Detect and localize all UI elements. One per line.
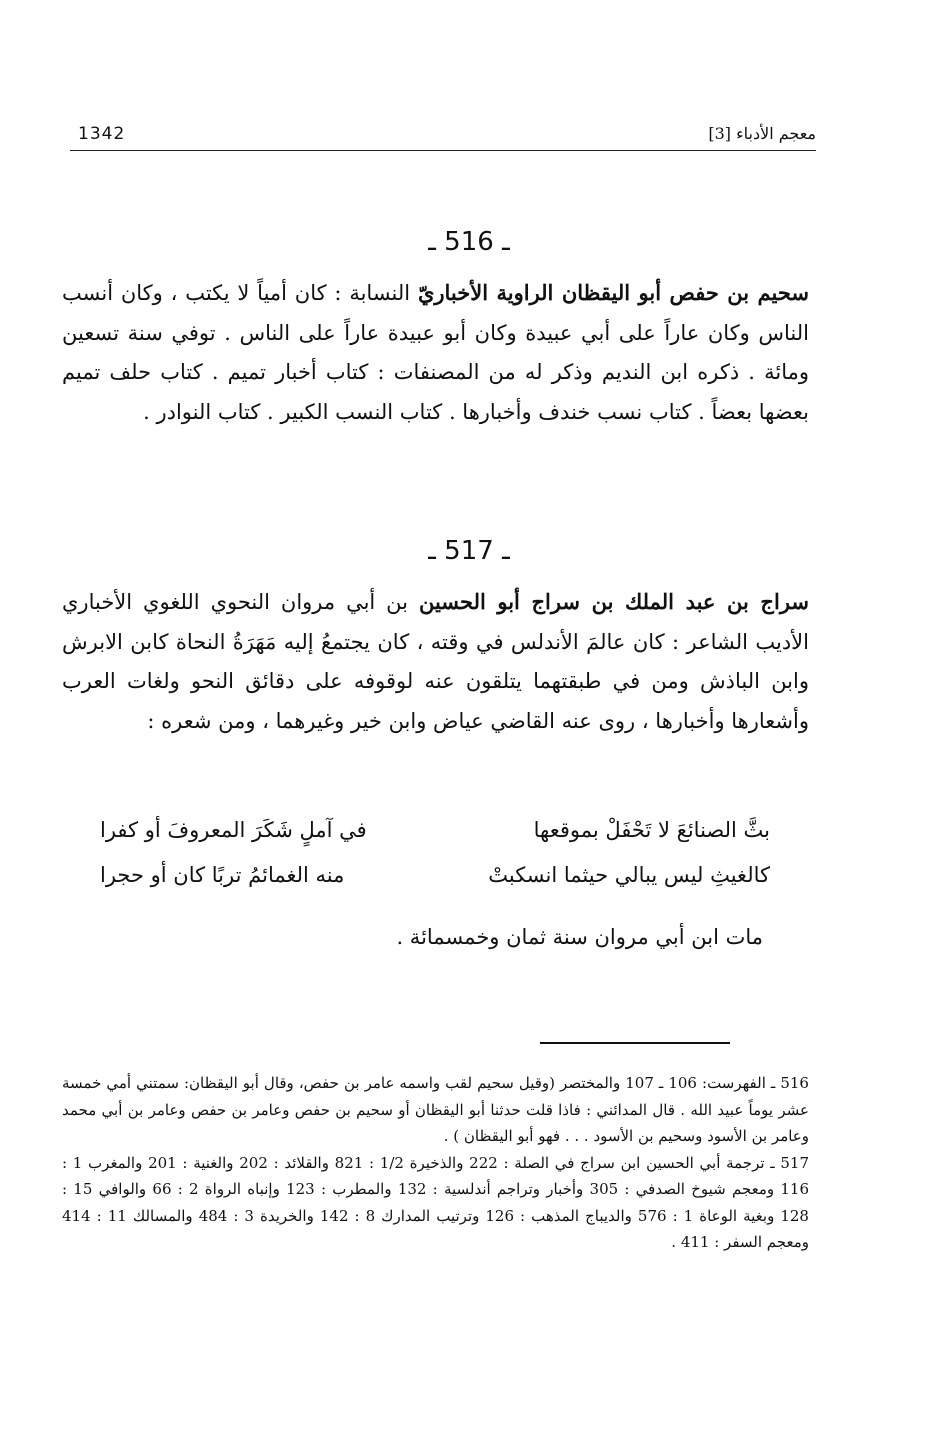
verse-line: [100, 818, 770, 848]
footnotes: [62, 1070, 809, 1256]
verse-second-hemistich: منه الغمائمُ تربًا كان أو حجرا: [100, 863, 345, 887]
footnote-rule: [540, 1042, 730, 1044]
entry-517-name: سراج بن عبد الملك بن سراج أبو الحسين: [418, 589, 809, 614]
page-number: 1342: [78, 124, 126, 144]
entry-516-text: النسابة : كان أمياً لا يكتب ، وكان أنسب الناس وكان عاراً على أبي عبيدة وكان أبو عبيدة عاراً على الناس . توفي سنة تسعين ومائة . ذكره ابن النديم وذكر له من المصنفات : كتاب أخبار تميم . كتاب حلف تميم بعضها بعضاً . كتاب نسب خندف وأخبارها . كتاب النسب الكبير . كتاب النوادر .: [62, 281, 809, 424]
entry-517-text: بن أبي مروان النحوي اللغوي الأخباري الأديب الشاعر : كان عالمَ الأندلس في وقته ، كان يجتمعُ إليه مَهَرَةُ النحاة كابن الابرش وابن الباذش ومن في طبقتهما يتلقون عنه لوقوفه على دقائق النحو ولغات العرب وأشعارها وأخبارها ، روى عنه القاضي عياض وابن خير وغيرهما ، ومن شعره :: [62, 590, 809, 733]
page-header: [70, 124, 816, 148]
entry-516-number: ـ 516 ـ: [428, 227, 510, 257]
running-title: معجم الأدباء [3]: [708, 124, 816, 143]
verse-first-hemistich: بثَّ الصنائعَ لا تَحْفَلْ بموقعها: [533, 818, 770, 842]
footnote-517: 517 ـ ترجمة أبي الحسين ابن سراج في الصلة : 222 والذخيرة 1/2 : 821 والقلائد : 202 والغنية : 201 والمغرب 1 : 116 ومعجم شيوخ الصدفي : 305 وأخبار وتراجم أندلسية : 132 والمطرب : 123 وإنباه الرواة 2 : 66 والوافي 15 : 128 وبغية الوعاة 1 : 576 والديباج المذهب : 126 وترتيب المدارك 8 : 142 والخريدة 3 : 484 والمسالك 11 : 414 ومعجم السفر : 411 .: [62, 1153, 810, 1251]
entry-517-death-note: مات ابن أبي مروان سنة ثمان وخمسمائة .: [396, 925, 763, 949]
footnote-516: 516 ـ الفهرست: 106 ـ 107 والمختصر (وقيل سحيم لقب واسمه عامر بن حفص، وقال أبو اليقظان: سمتني أمي خمسة عشر يوماً عبيد الله . قال المدائني : فاذا قلت حدثنا أبو اليقظان أو سحيم بن حفص وعامر بن حفص وعامر بن أبي محمد وعامر بن الأسود وسحيم بن الأسود . . . فهو أبو اليقظان ) .: [62, 1074, 809, 1145]
entry-517-body: [62, 582, 809, 741]
header-rule: [70, 150, 816, 151]
verse-line: [100, 863, 770, 893]
entry-517-number: ـ 517 ـ: [428, 536, 510, 566]
entry-516-name: سحيم بن حفص أبو اليقظان الراوية الأخباريّ: [417, 280, 809, 305]
verse-first-hemistich: كالغيثِ ليس يبالي حيثما انسكبتْ: [488, 863, 770, 887]
verse-second-hemistich: في آملٍ شَكَرَ المعروفَ أو كفرا: [100, 818, 367, 842]
entry-516-body: [62, 273, 809, 432]
